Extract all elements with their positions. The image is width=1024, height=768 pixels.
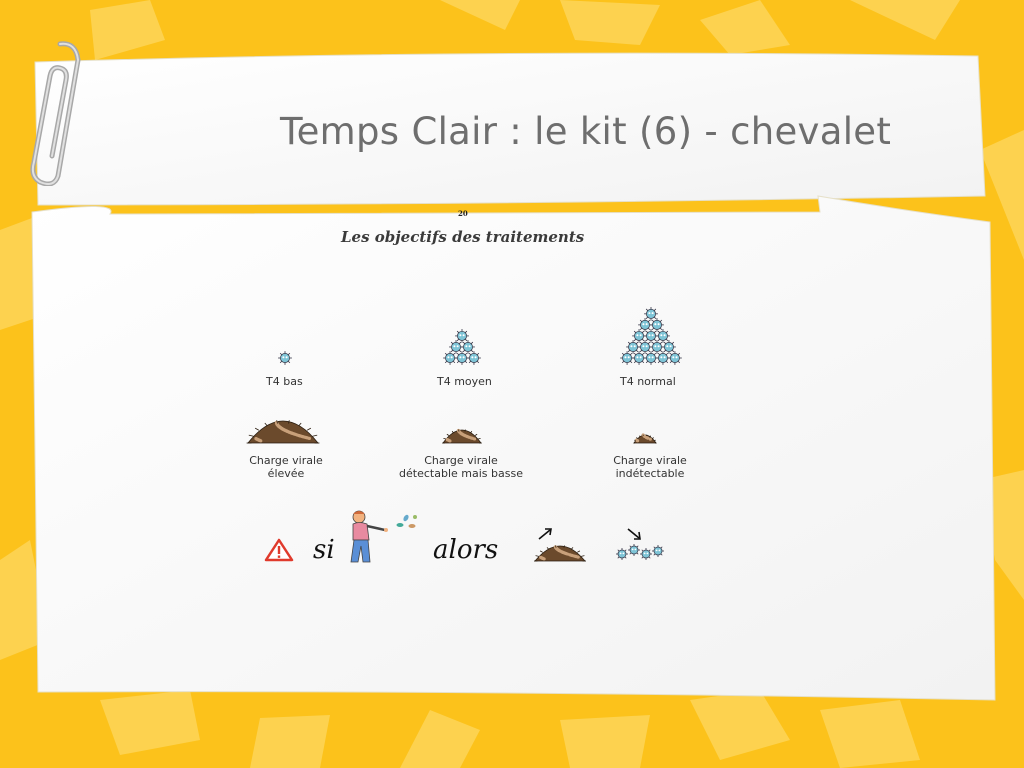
t4-label-normal: T4 normal xyxy=(620,375,676,388)
t4-cells-figure xyxy=(240,270,720,380)
t4-cell xyxy=(455,351,469,365)
t4-cell xyxy=(650,340,664,354)
t4-cell xyxy=(616,548,628,560)
t4-label-low: T4 bas xyxy=(266,375,303,388)
t4-cell xyxy=(443,351,457,365)
virus-pile xyxy=(247,420,320,443)
t4-cell xyxy=(638,318,652,332)
t4-cells-falling xyxy=(612,538,668,566)
virus-pile xyxy=(442,429,482,443)
slide-title: Temps Clair : le kit (6) - chevalet xyxy=(280,110,892,153)
t4-cell xyxy=(656,351,670,365)
warning-icon xyxy=(264,538,294,562)
page-number: 20 xyxy=(458,209,468,218)
viral-load-label-undetectable: Charge virale indétectable xyxy=(613,454,687,480)
viral-load-figure xyxy=(240,395,720,450)
paperclip-icon xyxy=(20,36,92,186)
t4-cell xyxy=(662,340,676,354)
t4-cell xyxy=(278,351,292,365)
t4-cell xyxy=(644,329,658,343)
page-heading: Les objectifs des traitements xyxy=(341,228,585,246)
word-alors: alors xyxy=(433,535,499,565)
t4-cell xyxy=(626,340,640,354)
t4-cell xyxy=(628,544,640,556)
virus-pile xyxy=(634,433,657,443)
t4-cell xyxy=(632,351,646,365)
t4-cell xyxy=(644,351,658,365)
t4-cell xyxy=(644,307,658,321)
virus-pile-rising xyxy=(530,528,590,564)
t4-cell xyxy=(650,318,664,332)
t4-cell xyxy=(656,329,670,343)
viral-load-label-low: Charge virale détectable mais basse xyxy=(399,454,523,480)
t4-cell xyxy=(455,329,469,343)
t4-cell xyxy=(638,340,652,354)
t4-cell xyxy=(467,351,481,365)
t4-cell xyxy=(620,351,634,365)
t4-cell xyxy=(632,329,646,343)
t4-cell xyxy=(652,545,664,557)
person-pills-illustration xyxy=(345,508,425,564)
t4-cell xyxy=(668,351,682,365)
t4-cell xyxy=(461,340,475,354)
word-si: si xyxy=(313,535,335,565)
t4-label-medium: T4 moyen xyxy=(437,375,492,388)
viral-load-label-high: Charge virale élevée xyxy=(249,454,323,480)
t4-cell xyxy=(449,340,463,354)
t4-cell xyxy=(640,548,652,560)
virus-pile xyxy=(534,545,586,561)
